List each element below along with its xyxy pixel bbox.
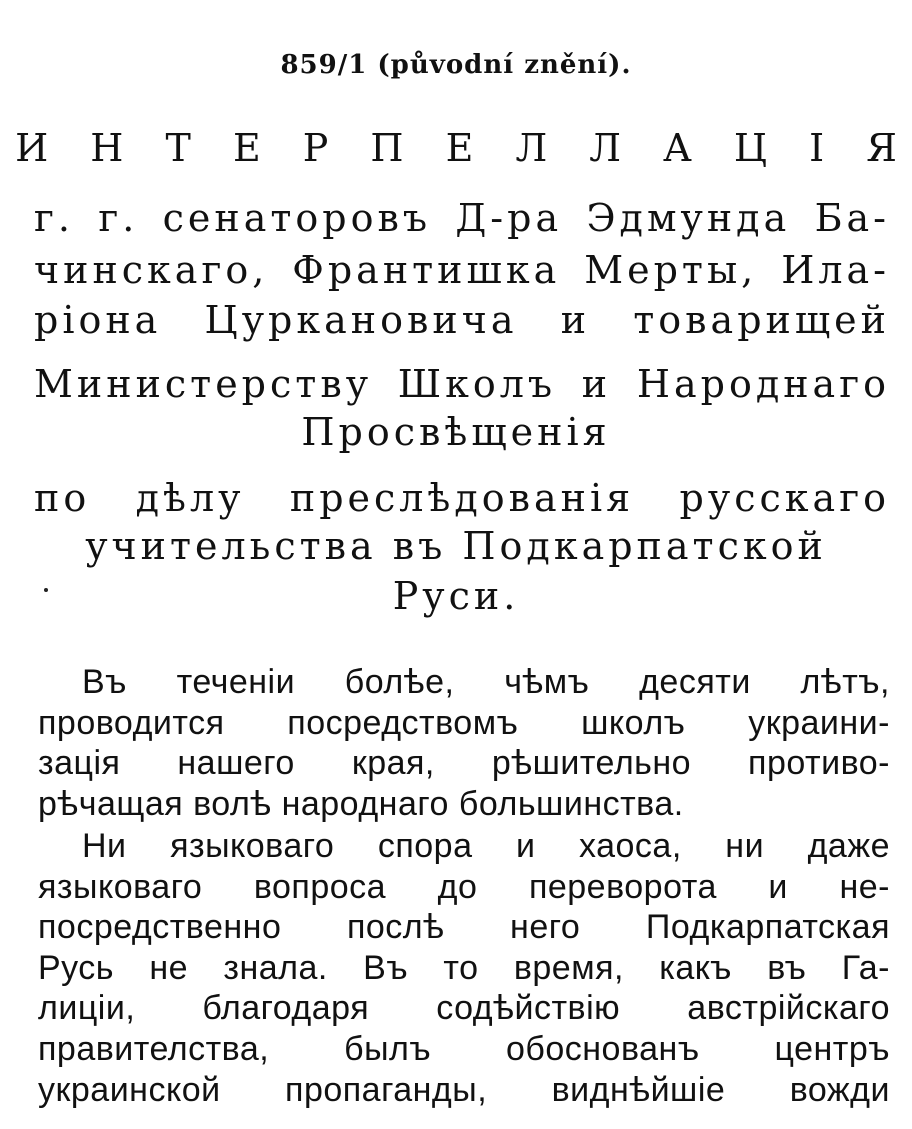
paragraph-1-line-4: рѣчащая волѣ народнаго большинства. [38,784,684,823]
senators-line-2: чинскаго, Франтишка Мерты, Ила- [34,248,890,292]
paragraph-2-line-2: языковаго вопроса до переворота и не- [38,867,890,906]
paragraph-2-line-1: Ни языковаго спора и хаоса, ни даже [82,827,890,865]
paragraph-2-line-3: посредственно послѣ него Подкарпатская [38,908,890,947]
interpellation-title: И Н Т Е Р П Е Л Л А Ц І Я [15,126,912,170]
print-speck [44,588,48,592]
body-paragraph-2 [38,826,890,1110]
subject-line-3: Руси. [392,574,520,618]
paragraph-1-line-3: зація нашего края, рѣшительно противо- [38,744,890,783]
ministry-line-2: Просвѣщенія [301,410,611,454]
paragraph-1-line-1: Въ теченіи болѣе, чѣмъ десяти лѣтъ, [82,663,890,701]
body-paragraph-1 [38,662,890,824]
paragraph-2-line-4: Русь не знала. Въ то время, какъ въ Га- [38,948,890,987]
subject-line-1: по дѣлу преслѣдованія русскаго [34,476,890,520]
ministry-line-1: Министерству Школъ и Народнаго [34,362,890,406]
paragraph-2-line-7: украинской пропаганды, виднѣйшіе вожди [38,1070,890,1109]
senators-line-3: ріона Цуркановича и товарищей [34,298,890,342]
subject-line-2: учительства въ Подкарпатской [85,524,827,568]
paragraph-2-line-6: правителства, былъ обоснованъ центръ [38,1029,890,1068]
paragraph-1-line-2: проводится посредствомъ школъ украини- [38,703,890,742]
senators-line-1: г. г. сенаторовъ Д-ра Эдмунда Ба- [34,196,890,240]
document-number: 859/1 (původní znění). [280,50,632,80]
paragraph-2-line-5: лиціи, благодаря содѣйствію австрійскаго [38,989,890,1028]
